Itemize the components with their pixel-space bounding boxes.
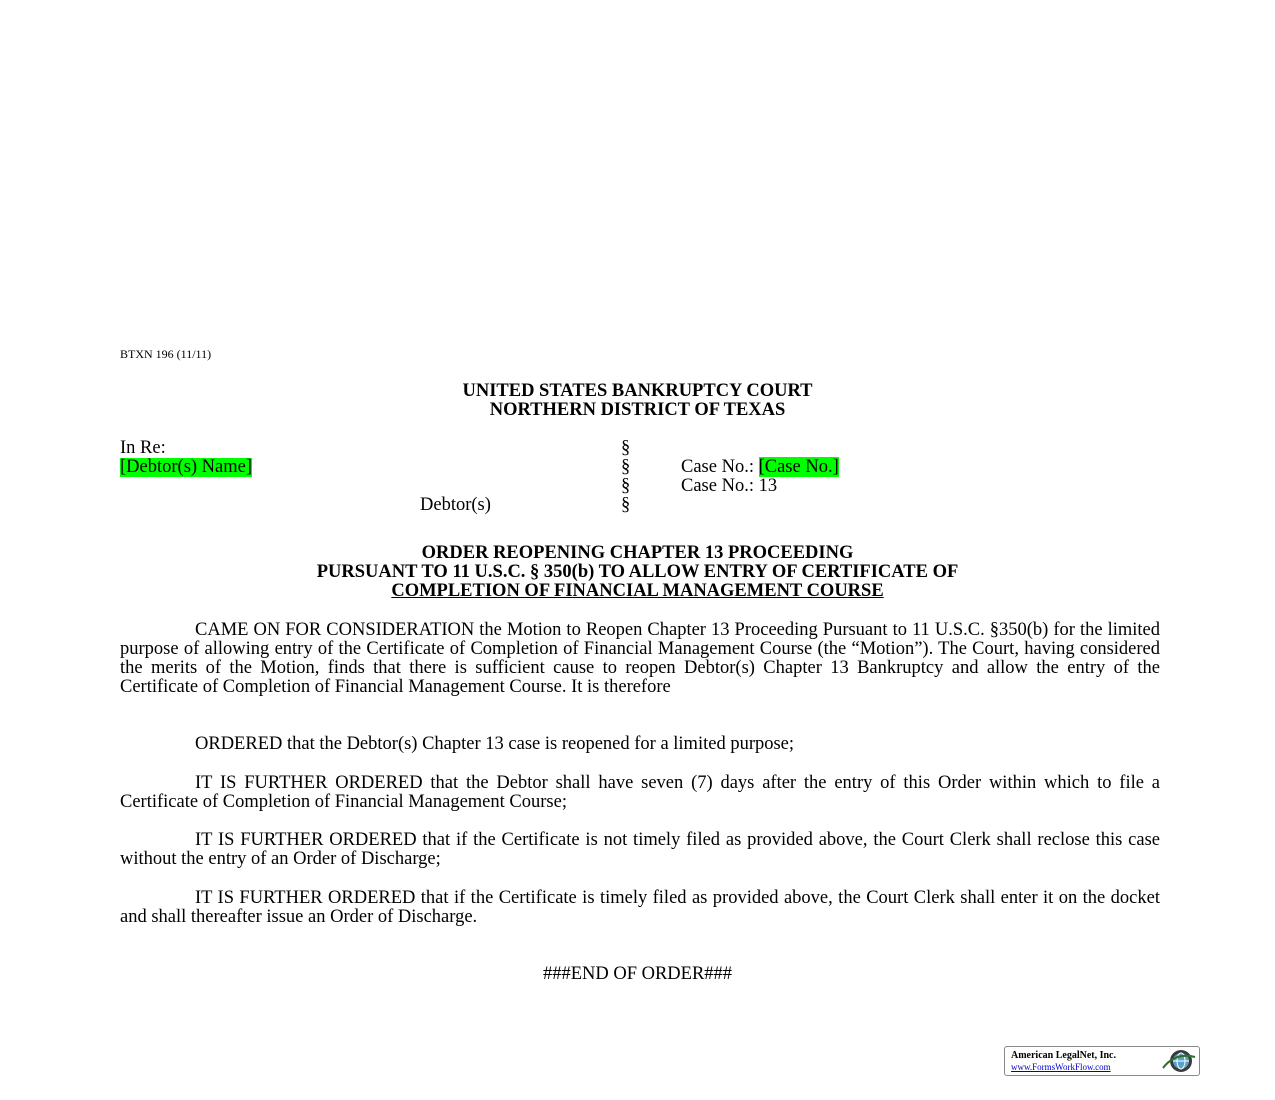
section-mark: §: [621, 438, 631, 458]
paragraph-consideration: CAME ON FOR CONSIDERATION the Motion to Reopen Chapter 13 Proceeding Pursuant to 11 U.S.C. §350(b) for the limited purpose of allowing entry of the Certificate of Completion of Financial Management Course (the “Motion”). The Court, having considered the merits of the Motion, finds that there is sufficient cause to reopen Debtor(s) Chapter 13 Bankruptcy and allow the entry of the Certificate of Completion of Financial Management Course. It is therefore: [120, 620, 1160, 697]
section-mark: §: [621, 457, 631, 477]
form-id: BTXN 196 (11/11): [120, 347, 212, 361]
order-title-line-3: COMPLETION OF FINANCIAL MANAGEMENT COURSE: [391, 581, 884, 601]
section-mark: §: [621, 476, 631, 496]
case-chapter-label: Case No.: 13: [681, 476, 778, 496]
debtor-name-field[interactable]: [Debtor(s) Name]: [120, 457, 253, 477]
footer-badge[interactable]: [1004, 1046, 1200, 1076]
paragraph-further-ordered-1: IT IS FURTHER ORDERED that the Debtor shall have seven (7) days after the entry of this Order within which to file a Certificate of Completion of Financial Management Course;: [120, 773, 1160, 812]
order-title-line-1: ORDER REOPENING CHAPTER 13 PROCEEDING: [421, 543, 854, 563]
case-number-field[interactable]: [Case No.]: [758, 457, 839, 477]
badge-url-link[interactable]: www.FormsWorkFlow.com: [1011, 1062, 1111, 1072]
case-no-label: Case No.:: [681, 457, 754, 477]
badge-company-name: American LegalNet, Inc.: [1011, 1050, 1116, 1061]
end-of-order: ###END OF ORDER###: [542, 964, 733, 984]
court-district: NORTHERN DISTRICT OF TEXAS: [489, 400, 786, 420]
order-title-line-2: PURSUANT TO 11 U.S.C. § 350(b) TO ALLOW ENTRY OF CERTIFICATE OF: [316, 562, 959, 582]
paragraph-further-ordered-2: IT IS FURTHER ORDERED that if the Certificate is not timely filed as provided above, the Court Clerk shall reclose this case without the entry of an Order of Discharge;: [120, 830, 1160, 869]
paragraph-ordered: ORDERED that the Debtor(s) Chapter 13 case is reopened for a limited purpose;: [195, 734, 795, 754]
debtor-label: Debtor(s): [420, 495, 491, 515]
globe-logo-icon: [1161, 1048, 1197, 1074]
case-number-row: [681, 458, 839, 477]
in-re-label: In Re:: [120, 438, 166, 458]
court-name: UNITED STATES BANKRUPTCY COURT: [462, 381, 813, 401]
section-mark: §: [621, 495, 631, 515]
paragraph-further-ordered-3: IT IS FURTHER ORDERED that if the Certificate is timely filed as provided above, the Court Clerk shall enter it on the docket and shall thereafter issue an Order of Discharge.: [120, 888, 1160, 927]
